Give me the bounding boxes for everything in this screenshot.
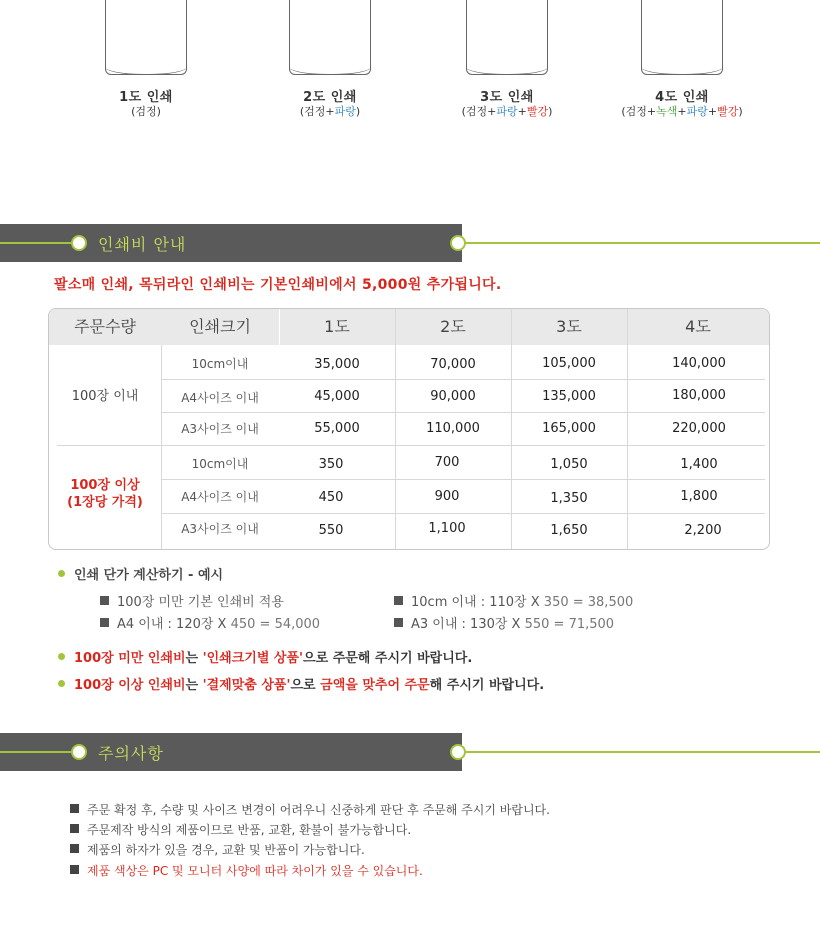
table-divider bbox=[161, 513, 765, 514]
bullet-icon bbox=[58, 653, 65, 660]
size-cell: 10cm이내 bbox=[191, 357, 249, 371]
bag-shape bbox=[641, 0, 723, 75]
price-cell: 2,200 bbox=[684, 523, 722, 538]
section-header-caution bbox=[0, 733, 820, 771]
bag-color-part: + bbox=[677, 105, 687, 118]
price-cell: 35,000 bbox=[314, 357, 360, 372]
bag-colors bbox=[602, 103, 762, 119]
price-cell: 90,000 bbox=[430, 389, 476, 404]
example-number: 450 = 54,000 bbox=[230, 617, 321, 632]
example-title bbox=[58, 564, 223, 583]
price-cell: 70,000 bbox=[430, 357, 476, 372]
table-divider bbox=[161, 345, 162, 549]
bullet-icon bbox=[58, 680, 65, 687]
size-cell: A3사이즈 이내 bbox=[181, 422, 259, 436]
table-divider bbox=[161, 379, 765, 380]
print-color-samples bbox=[0, 0, 820, 130]
price-cell: 55,000 bbox=[314, 421, 360, 436]
price-cell: 1,650 bbox=[550, 523, 588, 538]
table-divider bbox=[161, 479, 765, 480]
square-bullet-icon bbox=[100, 618, 109, 627]
example-label: 10cm 이내 : 110장 X bbox=[411, 595, 544, 610]
rule-text-part: '결제맞춤 상품' bbox=[202, 678, 291, 693]
example-item bbox=[394, 613, 614, 632]
bag-color-part: + bbox=[707, 105, 718, 118]
group-label-line: (1장당 가격) bbox=[67, 495, 143, 510]
size-cell: A3사이즈 이내 bbox=[181, 522, 259, 536]
header-line bbox=[0, 242, 72, 244]
size-cell: 10cm이내 bbox=[191, 457, 249, 471]
caution-item bbox=[70, 862, 423, 879]
circle-icon bbox=[71, 744, 87, 760]
col-header-3do: 3도 bbox=[556, 317, 582, 336]
example-label: A3 이내 : 130장 X bbox=[411, 617, 525, 632]
col-header-4do: 4도 bbox=[685, 317, 711, 336]
col-header-2do: 2도 bbox=[440, 317, 466, 336]
square-bullet-icon bbox=[70, 844, 79, 853]
size-cell: A4사이즈 이내 bbox=[181, 391, 259, 405]
section-title: 인쇄비 안내 bbox=[98, 235, 187, 254]
price-cell: 550 bbox=[318, 523, 344, 538]
rule-text-part: 는 bbox=[185, 678, 203, 693]
order-rule bbox=[58, 674, 544, 693]
example-number: 550 = 71,500 bbox=[524, 617, 615, 632]
bag-shape bbox=[105, 0, 187, 75]
caution-item bbox=[70, 821, 411, 838]
caution-item bbox=[70, 841, 365, 858]
rule-text-part: 100장 미만 인쇄비 bbox=[74, 651, 186, 666]
example-number: 350 = 38,500 bbox=[543, 595, 634, 610]
bag-color-part: ) bbox=[548, 105, 553, 118]
example-label: 100장 미만 기본 인쇄비 적용 bbox=[117, 595, 284, 610]
caution-item bbox=[70, 801, 550, 818]
bullet-icon bbox=[58, 570, 65, 577]
bag-name: 2도 인쇄 bbox=[303, 90, 357, 105]
rule-text-part: 100장 이상 인쇄비 bbox=[74, 678, 186, 693]
price-cell: 45,000 bbox=[314, 389, 360, 404]
table-divider bbox=[279, 309, 280, 345]
square-bullet-icon bbox=[70, 824, 79, 833]
price-cell: 105,000 bbox=[542, 356, 596, 371]
group-label-line: 100장 이내 bbox=[71, 389, 139, 404]
bag-color-part: (검정+ bbox=[621, 105, 657, 118]
price-cell: 140,000 bbox=[672, 356, 726, 371]
header-line bbox=[0, 751, 72, 753]
caution-text: 제품의 하자가 있을 경우, 교환 및 반품이 가능합니다. bbox=[87, 843, 365, 857]
bag-color-part: 파랑 bbox=[496, 105, 518, 118]
header-line bbox=[466, 242, 820, 244]
square-bullet-icon bbox=[100, 596, 109, 605]
bag-color-part: 빨강 bbox=[717, 105, 739, 118]
col-header-size: 인쇄크기 bbox=[189, 317, 251, 336]
price-cell: 1,400 bbox=[680, 457, 718, 472]
bag-name: 3도 인쇄 bbox=[480, 90, 534, 105]
price-cell: 900 bbox=[434, 489, 460, 504]
group-label-line: 100장 이상 bbox=[70, 478, 140, 493]
price-cell: 450 bbox=[318, 490, 344, 505]
bag-color-part: ) bbox=[738, 105, 743, 118]
bag-colors bbox=[66, 103, 226, 119]
example-title-text: 인쇄 단가 계산하기 - 예시 bbox=[74, 568, 224, 583]
price-table bbox=[48, 308, 770, 550]
example-item bbox=[100, 613, 320, 632]
bag-color-part: 녹색 bbox=[656, 105, 678, 118]
bag-color-part: 파랑 bbox=[686, 105, 708, 118]
price-cell: 700 bbox=[434, 455, 460, 470]
price-cell: 1,050 bbox=[550, 457, 588, 472]
col-header-quantity: 주문수량 bbox=[74, 317, 136, 336]
example-item bbox=[100, 591, 284, 610]
price-cell: 110,000 bbox=[426, 421, 480, 436]
bag-color-part: + bbox=[517, 105, 527, 118]
bag-shape bbox=[289, 0, 371, 75]
caution-text: 주문제작 방식의 제품이므로 반품, 교환, 환불이 불가능합니다. bbox=[87, 823, 412, 837]
bag-name: 1도 인쇄 bbox=[119, 90, 173, 105]
square-bullet-icon bbox=[394, 596, 403, 605]
table-divider bbox=[57, 445, 765, 446]
price-cell: 350 bbox=[318, 457, 344, 472]
size-cell: A4사이즈 이내 bbox=[181, 490, 259, 504]
group-label-over-100 bbox=[49, 477, 161, 511]
price-cell: 165,000 bbox=[542, 421, 596, 436]
sleeve-print-notice: 팔소매 인쇄, 목뒤라인 인쇄비는 기본인쇄비에서 5,000원 추가됩니다. bbox=[54, 277, 502, 293]
col-header-1do: 1도 bbox=[324, 317, 350, 336]
section-header-print-cost bbox=[0, 224, 820, 262]
square-bullet-icon bbox=[70, 865, 79, 874]
price-cell: 220,000 bbox=[672, 421, 726, 436]
price-cell: 1,800 bbox=[680, 489, 718, 504]
example-label: A4 이내 : 120장 X bbox=[117, 617, 231, 632]
table-header bbox=[49, 309, 769, 345]
table-divider bbox=[161, 412, 765, 413]
price-cell: 180,000 bbox=[672, 388, 726, 403]
header-line bbox=[466, 751, 820, 753]
bag-color-part: (검정) bbox=[131, 105, 161, 118]
bag-colors bbox=[427, 103, 587, 119]
square-bullet-icon bbox=[394, 618, 403, 627]
circle-icon bbox=[450, 235, 466, 251]
rule-text-part: 금액을 맞추어 주문 bbox=[320, 678, 430, 693]
bag-color-part: (검정+ bbox=[299, 105, 335, 118]
group-label-under-100 bbox=[49, 385, 161, 404]
price-cell: 1,100 bbox=[428, 521, 466, 536]
bag-shape bbox=[466, 0, 548, 75]
price-cell: 135,000 bbox=[542, 389, 596, 404]
section-title: 주의사항 bbox=[98, 744, 164, 763]
bag-color-part: 빨강 bbox=[526, 105, 549, 118]
caution-text: 제품 색상은 PC 및 모니터 사양에 따라 차이가 있을 수 있습니다. bbox=[87, 864, 423, 878]
rule-text-part: 는 bbox=[185, 651, 203, 666]
circle-icon bbox=[450, 744, 466, 760]
bag-colors bbox=[250, 103, 410, 119]
rule-text-part: 해 주시기 바랍니다. bbox=[429, 678, 545, 693]
caution-text: 주문 확정 후, 수량 및 사이즈 변경이 어려우니 신중하게 판단 후 주문해 주시기 바랍니다. bbox=[87, 803, 550, 817]
square-bullet-icon bbox=[70, 804, 79, 813]
bag-color-part: (검정+ bbox=[461, 105, 497, 118]
order-rule bbox=[58, 647, 472, 666]
example-item bbox=[394, 591, 633, 610]
bag-color-part: 파랑 bbox=[334, 105, 356, 118]
bag-name: 4도 인쇄 bbox=[655, 90, 709, 105]
circle-icon bbox=[71, 235, 87, 251]
price-cell: 1,350 bbox=[550, 491, 588, 506]
rule-text-part: 으로 주문해 주시기 바랍니다. bbox=[303, 651, 473, 666]
bag-color-part: ) bbox=[355, 105, 361, 118]
rule-text-part: '인쇄크기별 상품' bbox=[202, 651, 304, 666]
rule-text-part: 으로 bbox=[290, 678, 321, 693]
